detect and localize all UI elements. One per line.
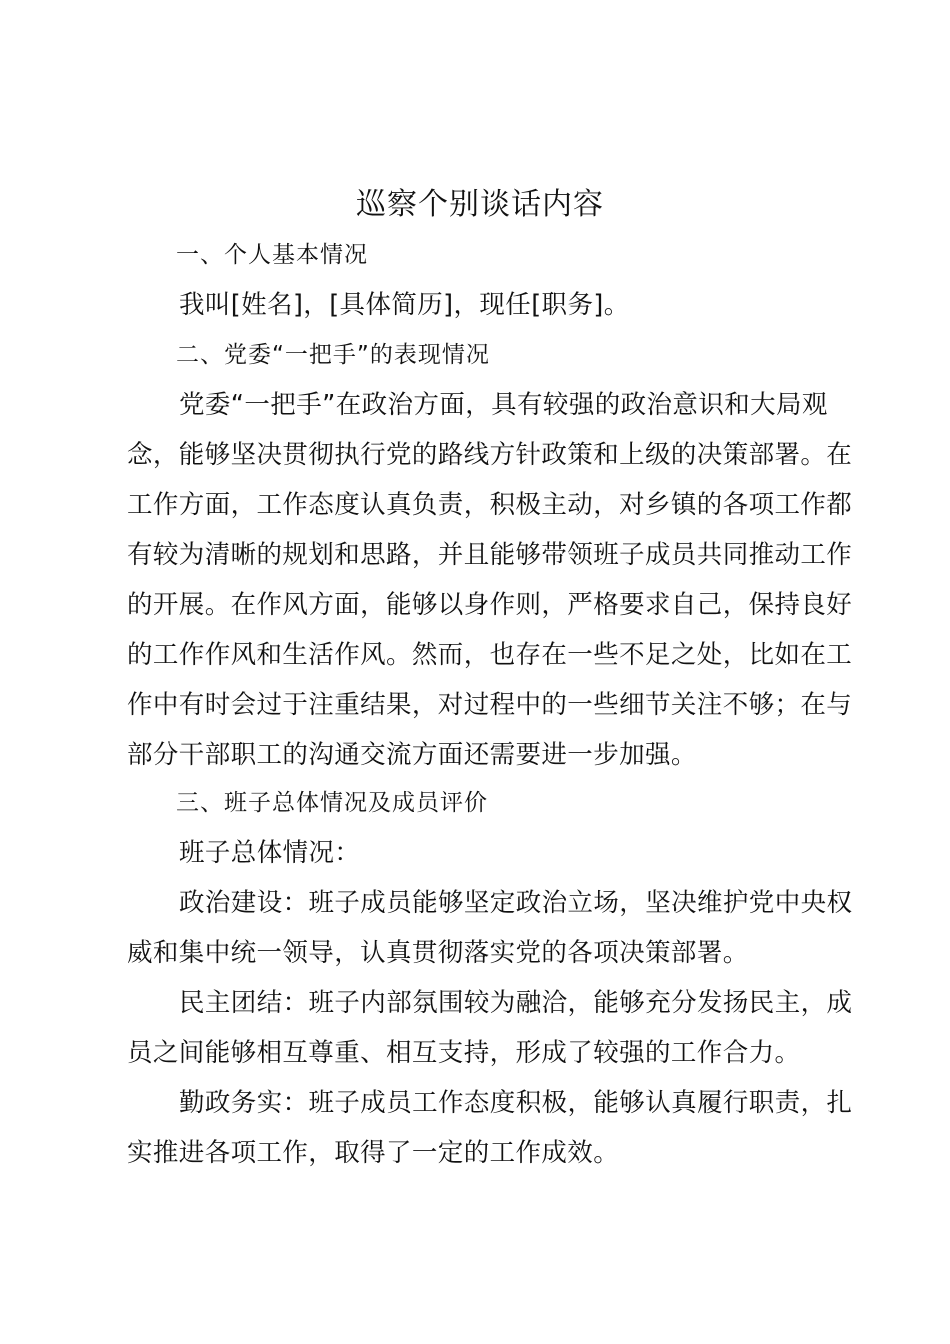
team-democracy-paragraph: 民主团结：班子内部氛围较为融洽，能够充分发扬民主，成员之间能够相互尊重、相互支持，形成了较强的工作合力。 — [127, 988, 853, 1068]
section-heading-personal: 一、个人基本情况 — [176, 242, 368, 268]
team-diligence-paragraph: 勤政务实：班子成员工作态度积极，能够认真履行职责，扎实推进各项工作，取得了一定的工作成效。 — [127, 1088, 853, 1168]
team-political-paragraph: 政治建设：班子成员能够坚定政治立场，坚决维护党中央权威和集中统一领导，认真贯彻落实党的各项决策部署。 — [127, 888, 853, 968]
personal-info-paragraph: 我叫[姓名]，[具体简历]，现任[职务]。 — [179, 290, 630, 320]
section-body-team — [127, 828, 867, 1178]
section-body-leader — [127, 380, 867, 780]
section-heading-leader: 二、党委“一把手”的表现情况 — [176, 342, 490, 368]
document-title: 巡察个别谈话内容 — [356, 187, 604, 222]
team-overall-label: 班子总体情况： — [179, 838, 361, 868]
leader-performance-paragraph: 党委“一把手”在政治方面，具有较强的政治意识和大局观念，能够坚决贯彻执行党的路线方针政策和上级的决策部署。在工作方面，工作态度认真负责，积极主动，对乡镇的各项工作都有较为清晰的规划和思路，并且能够带领班子成员共同推动工作的开展。在作风方面，能够以身作则，严格要求自己，保持良好的工作作风和生活作风。然而，也存在一些不足之处，比如在工作中有时会过于注重结果，对过程中的一些细节关注不够；在与部分干部职工的沟通交流方面还需要进一步加强。 — [127, 390, 853, 770]
section-body-personal — [127, 280, 867, 330]
section-heading-team: 三、班子总体情况及成员评价 — [176, 790, 488, 816]
